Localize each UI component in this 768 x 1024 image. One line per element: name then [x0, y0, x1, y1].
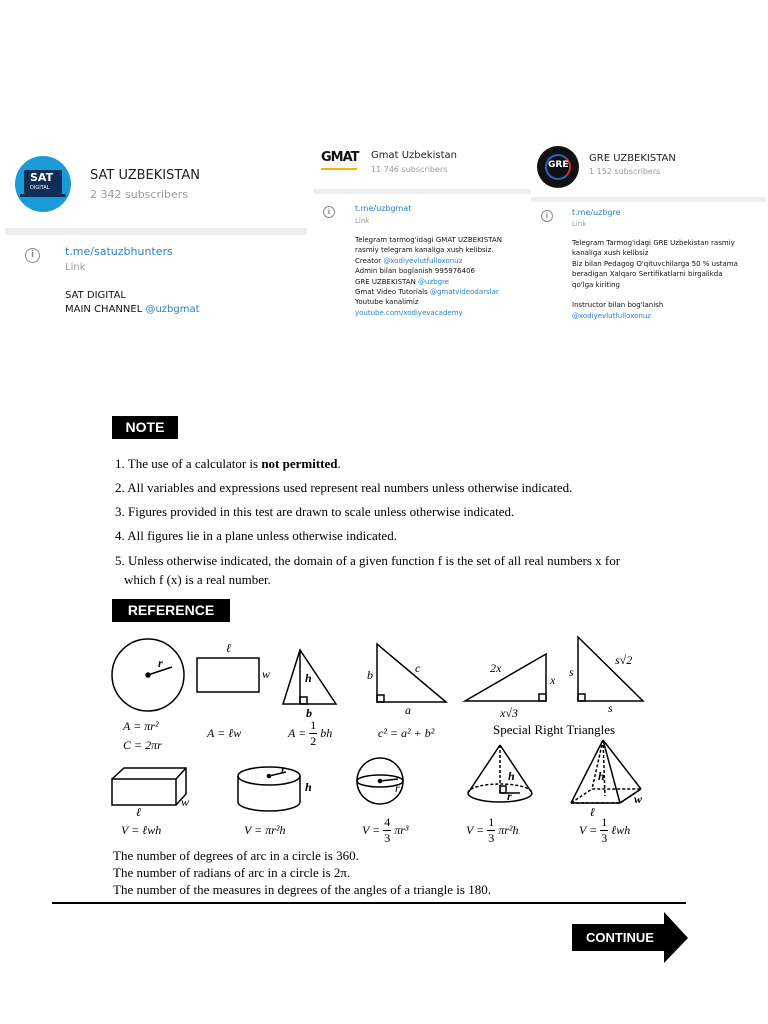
- note-item: 2. All variables and expressions used represent real numbers unless otherwise indicated.: [115, 480, 573, 495]
- cylinder-figure: [238, 767, 300, 811]
- description-line: Gmat Video Tutorials @gmatvideodarslar: [355, 288, 499, 297]
- cone-height-label: h: [508, 769, 515, 783]
- continue-label: CONTINUE: [586, 930, 654, 945]
- circle-area-formula: A = πr²: [123, 719, 159, 733]
- pythagorean-formula: c² = a² + b²: [378, 726, 435, 740]
- description-line: MAIN CHANNEL @uzbgmat: [65, 304, 200, 315]
- note-item: 3. Figures provided in this test are drawn to scale unless otherwise indicated.: [115, 504, 515, 519]
- channel-name: SAT UZBEKISTAN: [90, 168, 200, 183]
- cone-volume-formula: V = $\frac{1}{3}$ πr²h: [466, 815, 519, 845]
- cylinder-volume-formula: V = πr²h: [244, 823, 286, 837]
- side-s-horizontal-label: s: [608, 701, 613, 715]
- hyp-c-label: c: [415, 661, 421, 675]
- side-x-label: x: [550, 673, 556, 687]
- circle-radius-label: r: [158, 656, 163, 670]
- cylinder-radius-label: r: [281, 762, 286, 776]
- description-line: Creator @xodiyevlutfulloxonuz: [355, 256, 463, 265]
- rectangle-area-formula: A = ℓw: [207, 726, 242, 740]
- leg-b-label: b: [367, 668, 373, 682]
- triangle-30-60-90-figure: [465, 654, 546, 701]
- note-label-text: NOTE: [125, 419, 165, 435]
- pyramid-volume-formula: V = $\frac{1}{3}$ ℓwh: [579, 815, 631, 845]
- gmat-logo: GMAT: [321, 150, 359, 165]
- box-width-label: w: [181, 795, 190, 809]
- description-line: kanaliga xush kelibsiz: [572, 249, 649, 258]
- pyramid-figure: [571, 740, 641, 803]
- channel-name: GRE UZBEKISTAN: [589, 153, 676, 164]
- note-item: 4. All figures lie in a plane unless otherwise indicated.: [115, 528, 397, 543]
- channel-link[interactable]: t.me/uzbgre: [572, 208, 621, 217]
- mention-link[interactable]: @gmatvideodarslar: [429, 288, 499, 297]
- mention-link[interactable]: @uzbgmat: [145, 304, 200, 315]
- box-length-label: ℓ: [136, 805, 141, 819]
- pyramid-height-label: h: [598, 769, 605, 783]
- circle-figure: [112, 639, 184, 711]
- hyp-sroot2-label: s√2: [615, 653, 633, 667]
- sphere-volume-formula: V = $\frac{4}{3}$ πr³: [362, 815, 409, 845]
- description-line: rasmiy telegram kanaliga xush kelibsiz.: [355, 246, 494, 255]
- special-right-triangles-label: Special Right Triangles: [493, 722, 616, 737]
- cone-figure: [468, 745, 532, 802]
- description-line: Admin bilan boglanish 995976406: [355, 267, 475, 276]
- description-line: Youtube kanalimiz: [355, 298, 419, 307]
- rect-length-label: ℓ: [226, 641, 231, 655]
- description-line: Telegram tarmog'idagi GMAT UZBEKISTAN: [355, 236, 502, 244]
- link-label: Link: [355, 217, 370, 225]
- note-item: 5. Unless otherwise indicated, the domain of a given function f is the set of all real numbers x for: [115, 553, 621, 568]
- right-triangle-figure: [377, 644, 446, 702]
- pyramid-length-label: ℓ: [590, 805, 596, 819]
- side-s-vertical-label: s: [569, 665, 574, 679]
- description-line: qo'lga kiriting: [572, 280, 620, 289]
- rectangle-figure: [197, 658, 259, 692]
- channel-link[interactable]: t.me/uzbgmat: [355, 204, 412, 213]
- channel-link[interactable]: t.me/satuzbhunters: [65, 245, 173, 258]
- subscriber-count: 1 152 subscribers: [589, 167, 661, 176]
- triangle-area-formula: A = $\frac{1}{2}$ bh: [288, 718, 333, 748]
- fact-radians: The number of radians of arc in a circle is 2π.: [113, 865, 351, 880]
- rect-width-label: w: [262, 667, 271, 681]
- sphere-radius-label: r: [395, 781, 400, 795]
- info-icon: i: [541, 210, 553, 222]
- info-icon: i: [25, 248, 40, 263]
- mention-link[interactable]: youtube.com/xodiyevacademy: [355, 308, 463, 317]
- continue-button[interactable]: [572, 924, 664, 951]
- leg-a-label: a: [405, 703, 411, 717]
- avatar-text: GRE: [548, 160, 569, 170]
- link-label: Link: [65, 262, 86, 273]
- description-line: SAT DIGITAL: [65, 290, 126, 301]
- description-line: Instructor bilan bog'lanish: [572, 301, 664, 310]
- fact-degrees: The number of degrees of arc in a circle is 360.: [113, 848, 359, 863]
- cylinder-height-label: h: [305, 780, 312, 794]
- description-line: Biz bilan Pedagog O'qituvchilarga 50 % ustama: [572, 259, 738, 268]
- info-icon: i: [323, 206, 335, 218]
- pyramid-width-label: w: [634, 792, 643, 806]
- subscriber-count: 11 746 subscribers: [371, 165, 448, 174]
- subscriber-count: 2 342 subscribers: [90, 188, 189, 201]
- hyp-2x-label: 2x: [490, 661, 502, 675]
- description-line: Telegram Tarmog'idagi GRE Uzbekistan rasmiy: [572, 239, 735, 247]
- link-label: Link: [572, 220, 587, 228]
- triangle-45-45-90-figure: [578, 637, 643, 701]
- circle-circumference-formula: C = 2πr: [123, 738, 162, 752]
- avatar-subtext: DIGITAL: [30, 185, 50, 191]
- fact-triangle-angles: The number of the measures in degrees of the angles of a triangle is 180.: [113, 882, 491, 897]
- triangle-height-label: h: [305, 671, 312, 685]
- triangle-base-label: b: [306, 706, 312, 720]
- cone-radius-label: r: [507, 789, 512, 803]
- side-xroot3-label: x√3: [500, 706, 518, 720]
- reference-label-text: REFERENCE: [127, 602, 215, 618]
- mention-link[interactable]: @xodiyevlutfulloxonuz: [383, 256, 463, 265]
- note-item: which f (x) is a real number.: [124, 572, 271, 587]
- mention-link[interactable]: @xodiyevlutfulloxonuz: [572, 311, 651, 320]
- description-line: beradigan Xalqaro Sertifikatlarni birgalikda: [572, 270, 723, 279]
- box-volume-formula: V = ℓwh: [121, 823, 162, 837]
- channel-name: Gmat Uzbekistan: [371, 150, 457, 161]
- note-item: 1. The use of a calculator is not permitted.: [115, 456, 341, 471]
- avatar-text: SAT: [30, 171, 54, 184]
- description-line: GRE UZBEKISTAN @uzbgre: [355, 277, 450, 286]
- box-figure: [112, 768, 186, 805]
- mention-link[interactable]: @uzbgre: [418, 277, 450, 286]
